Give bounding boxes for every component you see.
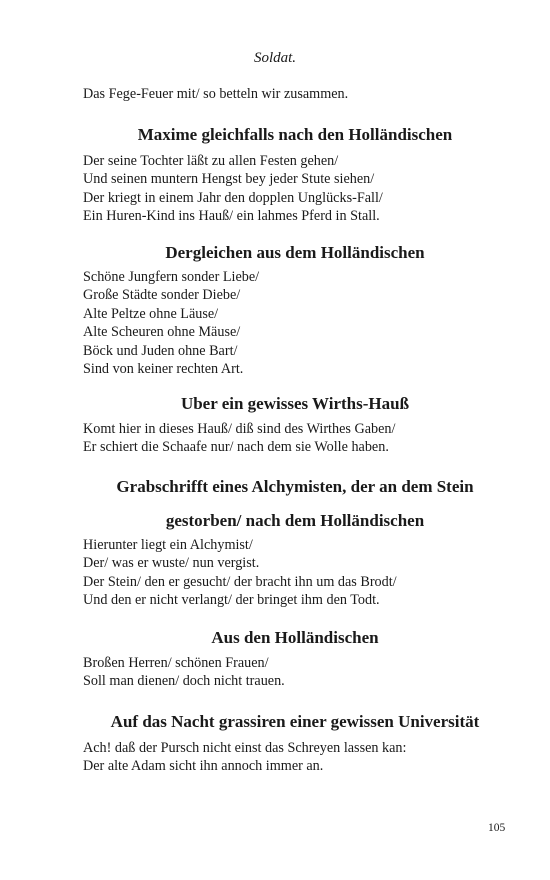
section-heading: Uber ein gewisses Wirths-Hauß [180,394,410,413]
verse-line: Sind von keiner rechten Art. [83,361,244,378]
verse-line: Der seine Tochter läßt zu allen Festen gehen/ [83,153,339,169]
verse-line: Alte Peltze ohne Läuse/ [83,305,219,322]
verse-block [83,536,503,610]
verse-line: Alte Scheuren ohne Mäuse/ [83,324,241,341]
verse-line: Hierunter liegt ein Alchymist/ [83,537,253,553]
verse-line: Große Städte sonder Diebe/ [83,287,241,304]
section-heading: Dergleichen aus dem Holländischen [165,243,425,262]
opening-line-block [83,85,503,103]
verse-block [83,739,503,776]
verse-line: Der kriegt in einem Jahr den dopplen Unglücks-Fall/ [83,189,383,206]
section-heading: Aus den Holländischen [211,628,379,647]
verse-line: Schöne Jungfern sonder Liebe/ [83,269,260,285]
verse-line: Böck und Juden ohne Bart/ [83,342,238,359]
verse-line: Und den er nicht verlangt/ der bringet ihm den Todt. [83,592,380,609]
verse-line: Soll man dienen/ doch nicht trauen. [83,673,285,690]
verse-line: Das Fege-Feuer mit/ so betteln wir zusammen. [83,86,349,102]
verse-line: Der alte Adam sicht ihn annoch immer an. [83,758,324,775]
verse-line: Er schiert die Schaafe nur/ nach dem sie Wolle haben. [83,439,389,456]
verse-line: Ein Huren-Kind ins Hauß/ ein lahmes Pferd in Stall. [83,208,380,225]
verse-line: Der Stein/ den er gesucht/ der bracht ihn um das Brodt/ [83,573,397,590]
page-number: 105 [488,822,506,834]
section-heading-continued: gestorben/ nach dem Holländischen [165,511,425,530]
verse-block [83,152,503,226]
verse-line: Der/ was er wuste/ nun vergist. [83,555,260,572]
section-heading: Grabschrifft eines Alchymisten, der an dem Stein [116,477,474,496]
verse-line: Und seinen muntern Hengst bey jeder Stute siehen/ [83,171,375,188]
verse-line: Ach! daß der Pursch nicht einst das Schreyen lassen kan: [83,740,407,756]
running-head: Soldat. [253,50,297,66]
section-heading: Maxime gleichfalls nach den Holländischen [137,125,453,144]
verse-block [83,654,503,691]
verse-line: Komt hier in dieses Hauß/ diß sind des Wirthes Gaben/ [83,421,396,437]
section-heading: Auf das Nacht grassiren einer gewissen Universität [110,712,480,731]
verse-block [83,268,503,378]
verse-block [83,420,503,457]
verse-line: Broßen Herren/ schönen Frauen/ [83,655,269,671]
